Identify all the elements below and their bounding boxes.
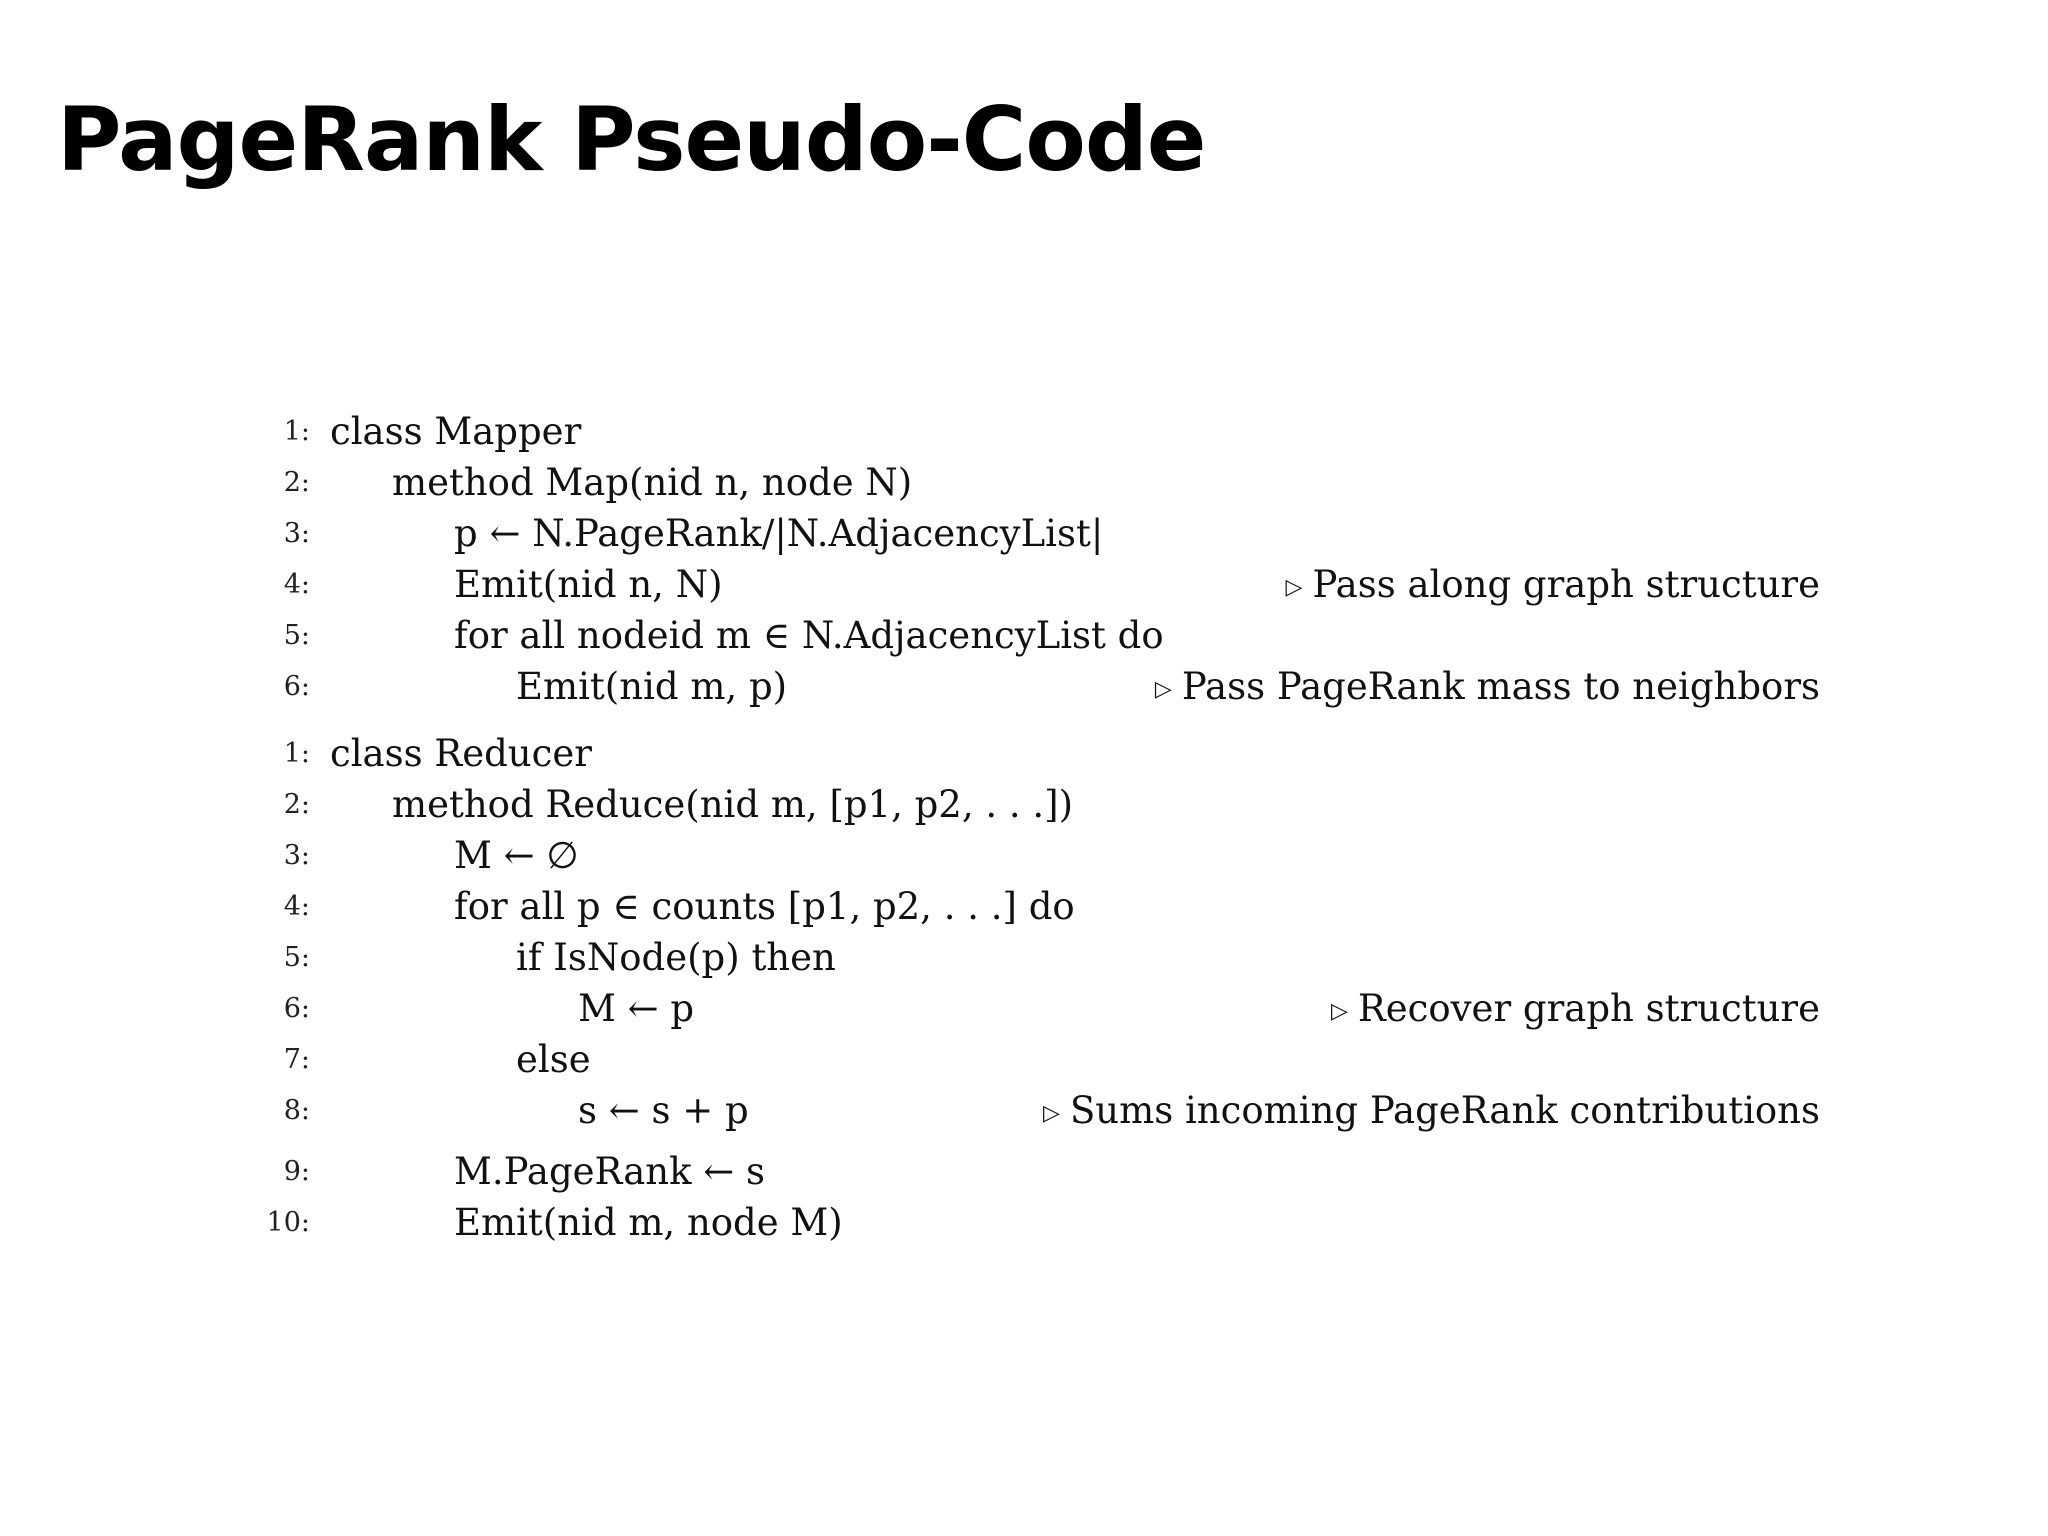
code-text: for all p ∈ counts [p1, p2, . . .] do [454, 885, 1075, 928]
code-text: class Reducer [330, 732, 592, 775]
comment-text: Sums incoming PageRank contributions [1069, 1089, 1820, 1132]
code-text: M ← ∅ [454, 834, 579, 877]
code-line [250, 661, 1820, 712]
line-number: 3: [283, 840, 310, 871]
line-number: 2: [283, 789, 310, 820]
code-line [250, 406, 1820, 457]
mapper-pseudocode [250, 406, 1820, 712]
code-line [250, 728, 1820, 779]
comment-text: Pass along graph structure [1312, 563, 1820, 606]
code-comment [1043, 1085, 1820, 1139]
code-line [250, 559, 1820, 610]
reducer-pseudocode [250, 728, 1820, 1248]
comment-triangle-icon: ▷ [1154, 677, 1172, 702]
line-number: 5: [283, 942, 310, 973]
code-line [250, 1146, 1820, 1197]
code-line [250, 932, 1820, 983]
code-text: Emit(nid m, node M) [454, 1201, 843, 1244]
line-number: 1: [283, 738, 310, 769]
code-text: p ← N.PageRank/|N.AdjacencyList| [454, 512, 1104, 555]
code-text: if IsNode(p) then [516, 936, 836, 979]
code-text: M.PageRank ← s [454, 1150, 766, 1193]
code-line [250, 881, 1820, 932]
line-number: 6: [283, 993, 310, 1024]
line-number: 8: [283, 1095, 310, 1126]
code-line [250, 1085, 1820, 1136]
code-comment [1155, 661, 1820, 715]
code-text: method Map(nid n, node N) [392, 461, 913, 504]
code-line [250, 830, 1820, 881]
slide-title: PageRank Pseudo-Code [57, 88, 1206, 191]
code-comment [1331, 983, 1820, 1037]
line-number: 4: [283, 891, 310, 922]
comment-triangle-icon: ▷ [1043, 1101, 1060, 1126]
line-number: 5: [283, 620, 310, 651]
code-text: M ← p [578, 987, 695, 1030]
code-text: s ← s + p [578, 1089, 749, 1132]
code-line [250, 779, 1820, 830]
code-text: else [516, 1038, 591, 1081]
code-text: for all nodeid m ∈ N.AdjacencyList do [454, 614, 1164, 657]
code-line [250, 508, 1820, 559]
code-text: method Reduce(nid m, [p1, p2, . . .]) [392, 783, 1074, 826]
code-line [250, 1034, 1820, 1085]
line-number: 2: [283, 467, 310, 498]
line-number: 7: [283, 1044, 310, 1075]
line-number: 9: [283, 1156, 310, 1187]
comment-text: Pass PageRank mass to neighbors [1181, 665, 1820, 708]
comment-triangle-icon: ▷ [1330, 999, 1348, 1024]
comment-text: Recover graph structure [1357, 987, 1820, 1030]
line-number: 4: [283, 569, 310, 600]
code-line [250, 610, 1820, 661]
code-text: Emit(nid m, p) [516, 665, 788, 708]
code-line [250, 1197, 1820, 1248]
line-number: 1: [283, 416, 310, 447]
code-text: class Mapper [330, 410, 582, 453]
line-number: 3: [283, 518, 310, 549]
comment-triangle-icon: ▷ [1285, 575, 1303, 600]
code-line [250, 457, 1820, 508]
line-number: 10: [266, 1207, 310, 1238]
line-number: 6: [283, 671, 310, 702]
code-comment [1286, 559, 1820, 613]
code-text: Emit(nid n, N) [454, 563, 723, 606]
code-line [250, 983, 1820, 1034]
